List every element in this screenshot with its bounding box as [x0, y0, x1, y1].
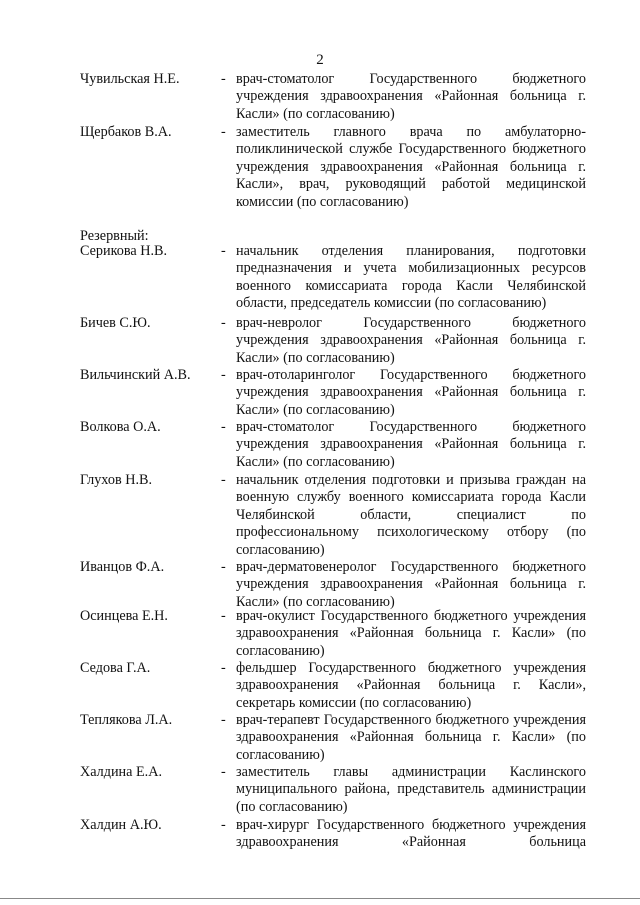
- dash: -: [221, 764, 226, 780]
- member-position: врач-стоматолог Государственного бюджетного учреждения здравоохранения «Районная больница г. Касли» (по согласованию): [236, 71, 586, 122]
- member-position: заместитель главы администрации Каслинского муниципального района, представитель администрации (по согласованию): [236, 764, 586, 815]
- member-name: Щербаков В.А.: [80, 124, 172, 140]
- page-edge-line: [0, 898, 640, 899]
- dash: -: [221, 124, 226, 140]
- member-name: Глухов Н.В.: [80, 472, 153, 488]
- member-name: Осинцева Е.Н.: [80, 608, 168, 624]
- member-name: Бичев С.Ю.: [80, 315, 151, 331]
- member-position: заместитель главного врача по амбулаторно-поликлинической службе Государственного бюджетного учреждения здравоохранения «Районная больница г. Касли», врач, руководящий работой медицинской комиссии (по согласованию): [236, 124, 586, 210]
- dash: -: [221, 660, 226, 676]
- member-name: Иванцов Ф.А.: [80, 559, 165, 575]
- member-name: Серикова Н.В.: [80, 243, 168, 259]
- member-name: Вильчинский А.В.: [80, 367, 191, 383]
- member-position: врач-стоматолог Государственного бюджетного учреждения здравоохранения «Районная больница г. Касли» (по согласованию): [236, 419, 586, 470]
- member-name: Теплякова Л.А.: [80, 712, 173, 728]
- member-name: Халдин А.Ю.: [80, 817, 162, 833]
- dash: -: [221, 608, 226, 624]
- dash: -: [221, 817, 226, 833]
- member-position: врач-невролог Государственного бюджетного учреждения здравоохранения «Районная больница г. Касли» (по согласованию): [236, 315, 586, 366]
- dash: -: [221, 559, 226, 575]
- member-position: врач-отоларинголог Государственного бюджетного учреждения здравоохранения «Районная больница г. Касли» (по согласованию): [236, 367, 586, 418]
- member-position: врач-терапевт Государственного бюджетного учреждения здравоохранения «Районная больница г. Касли» (по согласованию): [236, 712, 586, 763]
- member-position: начальник отделения планирования, подготовки предназначения и учета мобилизационных ресурсов военного комиссариата города Касли Челябинской области, председатель комиссии (по согласованию): [236, 243, 586, 312]
- member-name: Седова Г.А.: [80, 660, 151, 676]
- member-name: Волкова О.А.: [80, 419, 161, 435]
- member-position: врач-хирург Государственного бюджетного учреждения здравоохранения «Районная больница: [236, 817, 586, 851]
- member-name: Чувильская Н.Е.: [80, 71, 180, 87]
- dash: -: [221, 419, 226, 435]
- dash: -: [221, 315, 226, 331]
- member-position: фельдшер Государственного бюджетного учреждения здравоохранения «Районная больница г. Касли», секретарь комиссии (по согласованию): [236, 660, 586, 711]
- member-position: врач-дерматовенеролог Государственного бюджетного учреждения здравоохранения «Районная больница г. Касли» (по согласованию): [236, 559, 586, 610]
- member-position: начальник отделения подготовки и призыва граждан на военную службу военного комиссариата города Касли Челябинской области, специалист по профессиональному психологическому отбору (по согласованию): [236, 472, 586, 558]
- member-name: Халдина Е.А.: [80, 764, 163, 780]
- dash: -: [221, 472, 226, 488]
- reserve-label: Резервный:: [80, 228, 149, 244]
- member-position: врач-окулист Государственного бюджетного учреждения здравоохранения «Районная больница г. Касли» (по согласованию): [236, 608, 586, 659]
- dash: -: [221, 712, 226, 728]
- dash: -: [221, 71, 226, 87]
- dash: -: [221, 243, 226, 259]
- page-number: 2: [316, 52, 324, 68]
- dash: -: [221, 367, 226, 383]
